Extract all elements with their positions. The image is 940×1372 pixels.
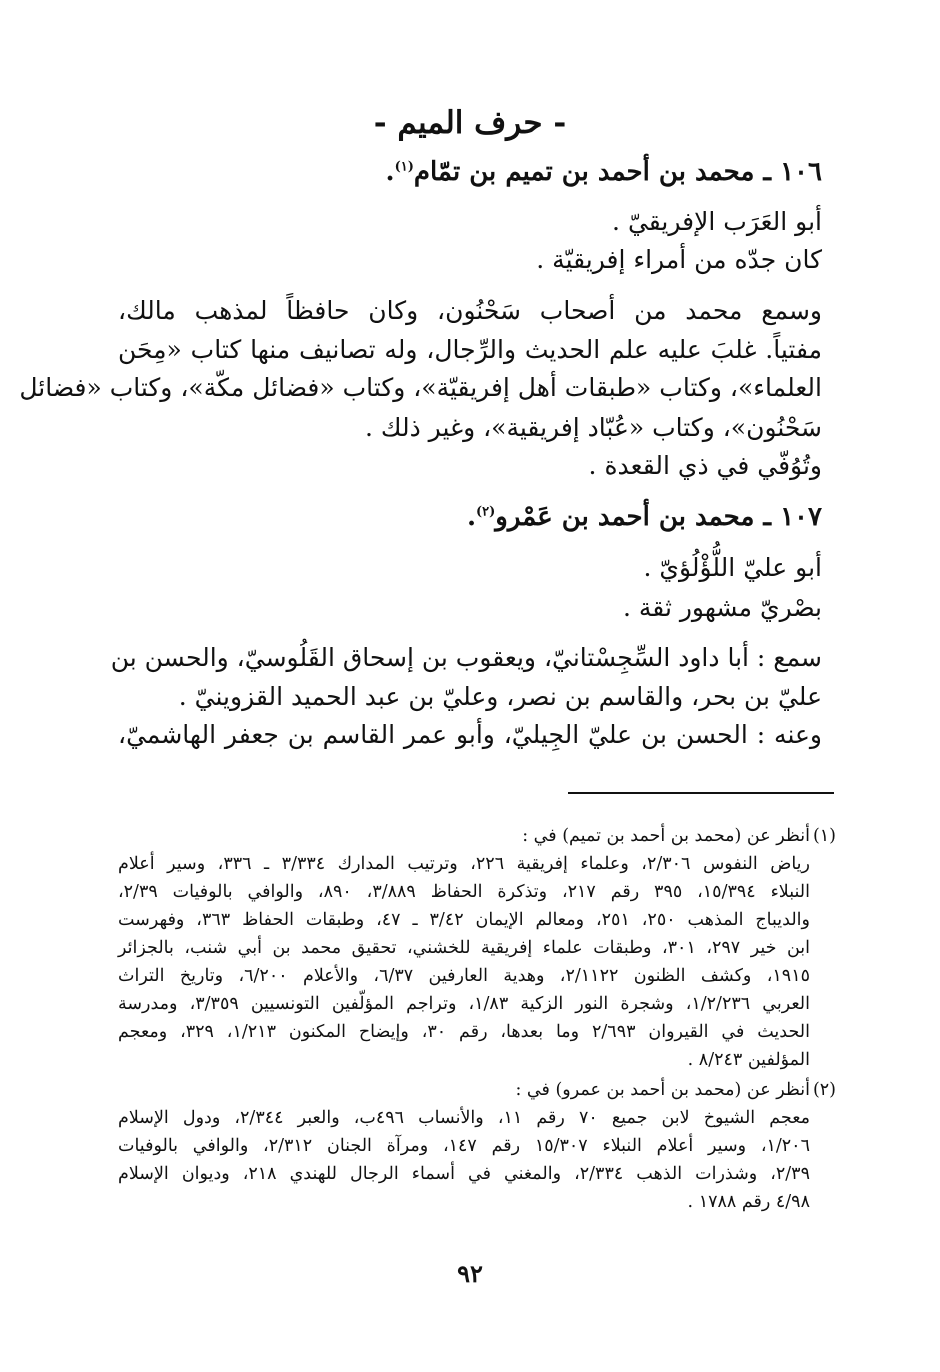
entry-107-line-3: سمع : أبا داود السِّجِسْتانيّ، ويعقوب بن إسحاق القَلُوسيّ، والحسن بن	[110, 643, 822, 672]
entry-106-title-period: .	[385, 157, 395, 187]
entry-107-title-text: ١٠٧ ـ محمد بن أحمد بن عَمْرو	[495, 502, 822, 532]
entry-106-line-1: أبو العَرَب الإفريقيّ .	[612, 207, 822, 236]
footnote-1-line-5: ابن خير ٢٩٧، ٣٠١، وطبقات علماء إفريقية للخشني، تحقيق محمد بن أبي شنب، بالجزائر	[118, 938, 810, 958]
footnote-1-line-8: الحديث في القيروان ٢/٦٩٣ وما بعدها، رقم ٣٠، وإيضاح المكنون ١/٢١٣، ٣٢٩، ومعجم	[118, 1022, 810, 1042]
footnote-2-line-4: ٢/٣٩، وشذرات الذهب ٢/٣٣٤، والمغني في أسماء الرجال للهندي ٢١٨، وديوان الإسلام	[118, 1164, 810, 1184]
entry-106-line-5: العلماء»، وكتاب «طبقات أهل إفريقيّة»، وكتاب «فضائل مكّة»، وكتاب «فضائل	[19, 373, 822, 402]
footnote-ref-1[interactable]: (١)	[394, 159, 414, 175]
entry-107-line-1: أبو عليّ اللُّؤْلُؤيّ .	[643, 553, 822, 582]
footnote-1-line-7: العربي ١/٢/٢٣٦، وشجرة النور الزكية ١/٨٣، وتراجم المؤلّفين التونسيين ٣/٣٥٩، ومدرسة	[118, 994, 811, 1014]
entry-106-title-text: ١٠٦ ـ محمد بن أحمد بن تميم بن تمّام	[413, 157, 822, 187]
footnote-2-line-3: ١/٢٠٦، وسير أعلام النبلاء ١٥/٣٠٧ رقم ١٤٧، ومرآة الجنان ٢/٣١٢، والوافي بالوفيات	[118, 1136, 810, 1156]
entry-107-line-4: عليّ بن بحر، والقاسم بن نصر، وعليّ بن عبد الحميد القزوينيّ .	[178, 682, 822, 711]
entry-107-title	[467, 497, 822, 537]
footnote-ref-2[interactable]: (٢)	[476, 504, 496, 520]
footnote-1-line-2: رياض النفوس ٢/٣٠٦، وعلماء إفريقية ٢٢٦، وترتيب المدارك ٣/٣٣٤ ـ ٣٣٦، وسير أعلام	[118, 854, 810, 874]
footnote-1-line-1: أنظر عن (محمد بن أحمد بن تميم) في :	[522, 826, 810, 846]
footnote-1-number: (١)	[812, 826, 836, 846]
footnote-1-line-6: ١٩١٥، وكشف الظنون ٢/١١٢٢، وهدية العارفين ٦/٣٧، والأعلام ٦/٢٠٠، وتاريخ التراث	[118, 966, 810, 986]
footnote-2-line-2: معجم الشيوخ لابن جميع ٧٠ رقم ١١، والأنساب ٤٩٦ب، والعبر ٢/٣٤٤، ودول الإسلام	[118, 1108, 811, 1128]
footnote-2-line-5: ٤/٩٨ رقم ١٧٨٨ .	[687, 1192, 810, 1212]
entry-106-line-3: وسمع محمد من أصحاب سَحْنُون، وكان حافظاً لمذهب مالك،	[118, 296, 822, 325]
footnote-2-line-1: أنظر عن (محمد بن أحمد بن عمرو) في :	[515, 1080, 810, 1100]
footnote-1-line-3: النبلاء ١٥/٣٩٤، ٣٩٥ رقم ٢١٧، وتذكرة الحفاظ ٣/٨٨٩، ٨٩٠، والوافي بالوفيات ٢/٣٩،	[118, 882, 810, 902]
footnote-separator	[568, 792, 834, 794]
page-number: ٩٢	[457, 1259, 483, 1288]
entry-106-line-7: وتُوُفّي في ذي القعدة .	[588, 451, 822, 480]
footnote-1-line-9: المؤلفين ٨/٢٤٣ .	[687, 1050, 810, 1070]
entry-106-line-2: كان جدّه من أمراء إفريقيّة .	[536, 245, 822, 274]
entry-107-line-5: وعنه : الحسن بن عليّ الجِيليّ، وأبو عمر القاسم بن جعفر الهاشميّ،	[118, 720, 822, 749]
entry-107-line-2: بصْريّ مشهور ثقة .	[623, 593, 822, 622]
entry-107-title-period: .	[466, 502, 476, 532]
entry-106-title	[386, 152, 822, 192]
footnote-2-number: (٢)	[812, 1080, 836, 1100]
entry-106-line-4: مفتياً. غلبَ عليه علم الحديث والرِّجال، وله تصانيف منها كتاب «مِحَن	[118, 335, 822, 364]
footnote-1-line-4: والديباج المذهب ٢٥٠، ٢٥١، ومعالم الإيمان ٣/٤٢ ـ ٤٧، وطبقات الحفاظ ٣٦٣، وفهرست	[118, 910, 810, 930]
entry-106-line-6: سَحْنُون»، وكتاب «عُبّاد إفريقية»، وغير ذلك .	[365, 413, 822, 442]
section-heading: - حرف الميم -	[373, 105, 567, 141]
